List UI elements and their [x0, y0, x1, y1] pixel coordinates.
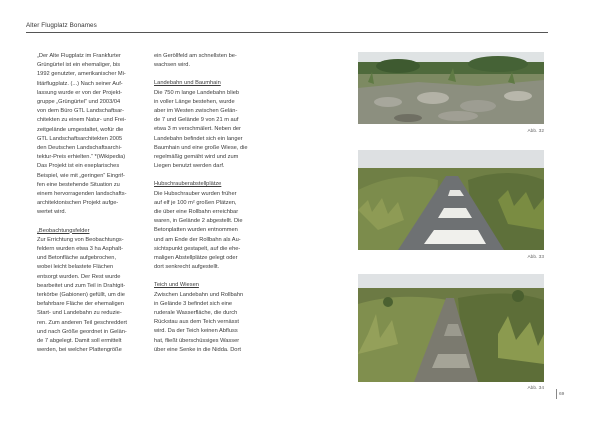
subheading-teich: Teich und Wiesen [154, 282, 199, 289]
subheading-landebahn: Landebahn und Baumhain [154, 80, 221, 87]
subheading-hubschrauber: Hubschrauberabstellplätze [154, 181, 222, 188]
beobachtungsfelder-paragraph: Zur Errichtung von Beobachtungs- feldern wurden etwa 3 ha Asphalt- und Betonfläche aufgebrochen, wobei leicht belastete Flächen entsorgt wurden. Der Rest wurde bearbeitet und zum Teil in Drahtgit- terkörbe (Gabionen) gefüllt, um die befahrbare Fläche der ehemaligen Start- und Landebahn zu reduzie- ren. Zum anderen Teil geschreddert und nach Größe geordnet in Gelän- de 7 abgelegt. Damit soll ermittelt werden, bei welcher Plattengröße [37, 236, 127, 354]
caption-fig-34: Abb. 34 [527, 386, 544, 391]
page-number: 69 [559, 392, 565, 397]
continuation-paragraph: ein Geröllfeld am schnellsten be- wachsen wird. [154, 53, 237, 69]
teich-paragraph: Zwischen Landebahn und Rollbahn in Gelände 3 befindet sich eine ruderale Wasserfläche, die durch Rückstau aus dem Teich vernässt wird. Da der Teich keinen Abfluss hat, fließt überschüssiges Wasser über eine Senke in die Nidda. Dort [154, 291, 244, 353]
landebahn-paragraph: Die 750 m lange Landebahn blieb in voller Länge bestehen, wurde aber im Westen zwischen Gelän- de 7 und Gelände 9 von 21 m auf etwa 3 m verschmälert. Neben der Landebahn befindet sich ein langer Baumhain und eine große Wiese, die regelmäßig gemäht wird und zum Liegen benutzt werden darf. [154, 89, 248, 170]
text-column-left [37, 52, 149, 365]
photo-rubble-field [358, 52, 544, 124]
photo-overgrown-path [358, 274, 544, 382]
subheading-beobachtungsfelder: „Beobachtungsfelder [37, 227, 90, 234]
caption-fig-33: Abb. 33 [527, 255, 544, 260]
text-column-right [154, 52, 266, 364]
photo-runway-path [358, 150, 544, 250]
hubschrauber-paragraph: Die Hubschrauber wurden früher auf elf je 100 m² großen Plätzen, die über eine Rollbahn erreichbar waren, in Gelände 2 abgestellt. Die Betonplatten wurden entnommen und am Ende der Rollbahn als Au- sichtspunkt gestapelt, auf die ehe- maligen Abstellplätze gelegt oder dort senkrecht aufgestellt. [154, 190, 243, 271]
running-header [26, 22, 548, 33]
intro-paragraph: „Der Alte Flugplatz im Frankfurter Grüngürtel ist ein ehemaliger, bis 1992 genutzter, amerikanischer Mi- litärflugplatz. (...) Nach seiner Auf- lassung wurde er von der Projekt- gruppe „Grüngürtel“ und 2003/04 von dem Büro GTL Landschaftsar- chitekten zu einem Natur- und Frei- zeitgelände umgestaltet, wofür die GTL Landschaftsarchitekten 2005 den Deutschen Landschaftsarchi- tektur-Preis erhielten.“ *(Wikipedia) Das Projekt ist ein exeplarisches Beispiel, wie mit „geringen“ Eingrif- fen eine bestehende Situation zu einem hervorragenden landschafts- architektonischen Projekt aufge- wertet wird. [37, 53, 127, 216]
caption-fig-32: Abb. 32 [527, 129, 544, 134]
running-header-title: Alter Flugplatz Bonames [26, 22, 97, 29]
